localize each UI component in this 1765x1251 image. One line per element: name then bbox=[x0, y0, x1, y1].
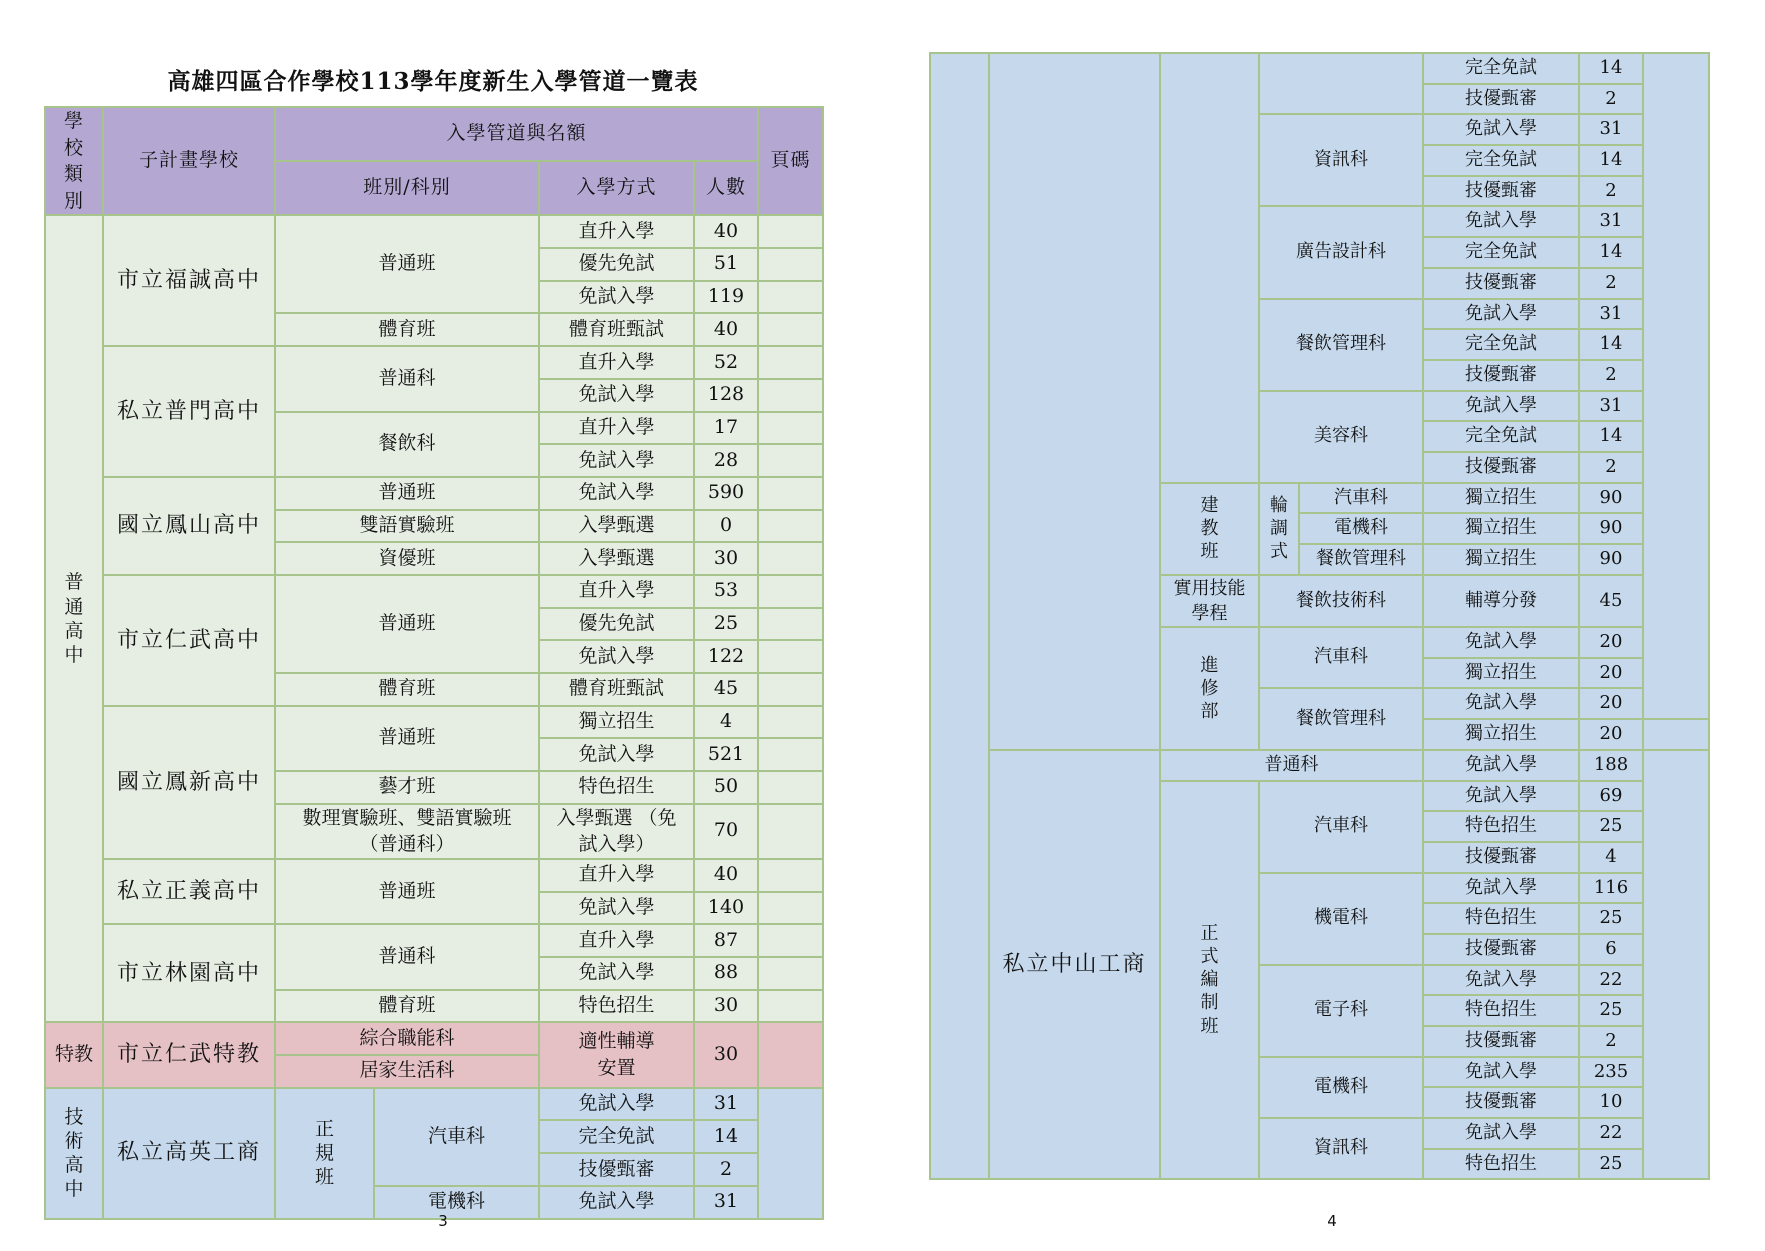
admission-method: 特色招生 bbox=[539, 771, 694, 804]
seat-count: 31 bbox=[1579, 206, 1643, 237]
page-code-cell bbox=[758, 412, 823, 445]
page-code-cell bbox=[758, 477, 823, 510]
class-name: 普通班 bbox=[275, 477, 539, 510]
admission-method: 直升入學 bbox=[539, 575, 694, 608]
school-name: 市立福誠高中 bbox=[103, 215, 275, 346]
class-name: 數理實驗班、雙語實驗班 （普通科） bbox=[275, 804, 539, 859]
rotation-label: 輪調式 bbox=[1259, 483, 1299, 575]
page-code-cell bbox=[758, 542, 823, 575]
admission-method: 技優甄審 bbox=[1423, 842, 1579, 873]
seat-count: 140 bbox=[694, 892, 758, 925]
admission-method: 免試入學 bbox=[539, 957, 694, 990]
admission-method: 免試入學 bbox=[1423, 781, 1579, 812]
category-technical: 技術高中 bbox=[45, 1088, 103, 1219]
seat-count: 14 bbox=[1579, 329, 1643, 360]
admission-method: 特色招生 bbox=[1423, 995, 1579, 1026]
admission-method: 免試入學 bbox=[1423, 688, 1579, 719]
class-group: 實用技能學程 bbox=[1160, 575, 1259, 627]
admission-method: 免試入學 bbox=[539, 1088, 694, 1121]
seat-count: 521 bbox=[694, 738, 758, 771]
seat-count: 30 bbox=[694, 1022, 758, 1087]
seat-count: 590 bbox=[694, 477, 758, 510]
dept-name: 資訊科 bbox=[1259, 1118, 1423, 1179]
admissions-table-page-3 bbox=[44, 106, 824, 1220]
class-name: 餐飲科 bbox=[275, 412, 539, 477]
admission-method: 獨立招生 bbox=[1423, 658, 1579, 689]
seat-count: 22 bbox=[1579, 1118, 1643, 1149]
dept-name: 電機科 bbox=[1259, 1057, 1423, 1118]
admission-method: 免試入學 bbox=[1423, 1057, 1579, 1088]
page-code-cell bbox=[758, 673, 823, 706]
admission-method: 入學甄選 （免試入學） bbox=[539, 804, 694, 859]
seat-count: 45 bbox=[694, 673, 758, 706]
dept-name bbox=[1259, 53, 1423, 114]
admission-method: 直升入學 bbox=[539, 215, 694, 248]
page-code-cell bbox=[758, 346, 823, 379]
admission-method: 完全免試 bbox=[539, 1120, 694, 1153]
admission-method: 體育班甄試 bbox=[539, 313, 694, 346]
dept-name: 汽車科 bbox=[1259, 627, 1423, 688]
seat-count: 14 bbox=[1579, 145, 1643, 176]
admission-method: 直升入學 bbox=[539, 412, 694, 445]
dept-name: 汽車科 bbox=[1259, 781, 1423, 873]
seat-count: 25 bbox=[1579, 811, 1643, 842]
class-name: 藝才班 bbox=[275, 771, 539, 804]
page-code-cell bbox=[758, 957, 823, 990]
page-code-cell bbox=[1643, 53, 1709, 719]
seat-count: 52 bbox=[694, 346, 758, 379]
seat-count: 45 bbox=[1579, 575, 1643, 627]
document-title: 高雄四區合作學校113學年度新生入學管道一覽表 bbox=[167, 68, 699, 95]
class-name: 普通科 bbox=[275, 924, 539, 989]
admission-method: 獨立招生 bbox=[1423, 544, 1579, 575]
page-number: 4 bbox=[1327, 1212, 1337, 1230]
seat-count: 2 bbox=[1579, 452, 1643, 483]
class-name: 雙語實驗班 bbox=[275, 510, 539, 543]
seat-count: 2 bbox=[1579, 176, 1643, 207]
admission-method: 直升入學 bbox=[539, 859, 694, 892]
page-code-cell bbox=[758, 706, 823, 739]
seat-count: 51 bbox=[694, 248, 758, 281]
school-name: 市立仁武高中 bbox=[103, 575, 275, 706]
admission-method: 免試入學 bbox=[1423, 1118, 1579, 1149]
class-name: 普通班 bbox=[275, 575, 539, 673]
dept-name: 餐飲管理科 bbox=[1259, 299, 1423, 391]
admissions-table-page-4 bbox=[929, 52, 1710, 1180]
page-code-cell bbox=[758, 215, 823, 248]
school-name: 市立林園高中 bbox=[103, 924, 275, 1022]
seat-count: 122 bbox=[694, 640, 758, 673]
seat-count: 188 bbox=[1579, 750, 1643, 781]
category-cell bbox=[930, 53, 989, 1179]
seat-count: 28 bbox=[694, 444, 758, 477]
dept-name: 餐飲管理科 bbox=[1259, 688, 1423, 749]
seat-count: 20 bbox=[1579, 658, 1643, 689]
admission-method: 免試入學 bbox=[539, 281, 694, 314]
page-code-cell bbox=[758, 379, 823, 412]
seat-count: 235 bbox=[1579, 1057, 1643, 1088]
seat-count: 14 bbox=[694, 1120, 758, 1153]
admission-method: 完全免試 bbox=[1423, 53, 1579, 84]
page-3 bbox=[0, 0, 880, 1251]
page-code-cell bbox=[758, 640, 823, 673]
admission-method: 免試入學 bbox=[539, 1186, 694, 1219]
admission-method: 優先免試 bbox=[539, 248, 694, 281]
seat-count: 90 bbox=[1579, 483, 1643, 514]
admission-method: 技優甄審 bbox=[1423, 268, 1579, 299]
admission-method: 特色招生 bbox=[1423, 903, 1579, 934]
admission-method: 免試入學 bbox=[1423, 750, 1579, 781]
class-name: 綜合職能科 bbox=[275, 1022, 539, 1055]
seat-count: 116 bbox=[1579, 873, 1643, 904]
seat-count: 4 bbox=[694, 706, 758, 739]
school-name: 市立仁武特教 bbox=[103, 1022, 275, 1087]
admission-method: 免試入學 bbox=[1423, 627, 1579, 658]
category-special: 特教 bbox=[45, 1022, 103, 1087]
class-name: 體育班 bbox=[275, 313, 539, 346]
seat-count: 14 bbox=[1579, 237, 1643, 268]
seat-count: 40 bbox=[694, 859, 758, 892]
page-code-cell bbox=[758, 510, 823, 543]
seat-count: 50 bbox=[694, 771, 758, 804]
admission-method: 技優甄審 bbox=[539, 1153, 694, 1186]
seat-count: 30 bbox=[694, 990, 758, 1023]
seat-count: 2 bbox=[1579, 1026, 1643, 1057]
header-sub-school: 子計畫學校 bbox=[103, 107, 275, 215]
seat-count: 25 bbox=[1579, 903, 1643, 934]
dept-name: 餐飲管理科 bbox=[1299, 544, 1423, 575]
seat-count: 69 bbox=[1579, 781, 1643, 812]
dept-name: 電機科 bbox=[374, 1186, 539, 1219]
page-code-cell bbox=[758, 248, 823, 281]
dept-name: 電機科 bbox=[1299, 513, 1423, 544]
dept-name: 汽車科 bbox=[374, 1088, 539, 1186]
admission-method: 獨立招生 bbox=[1423, 483, 1579, 514]
admission-method: 免試入學 bbox=[1423, 206, 1579, 237]
admission-method: 免試入學 bbox=[539, 444, 694, 477]
admission-method: 入學甄選 bbox=[539, 510, 694, 543]
page-code-cell bbox=[758, 804, 823, 859]
class-name: 居家生活科 bbox=[275, 1055, 539, 1088]
seat-count: 25 bbox=[694, 608, 758, 641]
admission-method: 入學甄選 bbox=[539, 542, 694, 575]
seat-count: 128 bbox=[694, 379, 758, 412]
seat-count: 2 bbox=[694, 1153, 758, 1186]
header-class-dept: 班別/科別 bbox=[275, 161, 539, 215]
admission-method: 獨立招生 bbox=[1423, 719, 1579, 750]
admission-method: 免試入學 bbox=[1423, 873, 1579, 904]
admission-method: 技優甄審 bbox=[1423, 934, 1579, 965]
seat-count: 31 bbox=[694, 1186, 758, 1219]
seat-count: 90 bbox=[1579, 513, 1643, 544]
class-name: 體育班 bbox=[275, 673, 539, 706]
dept-name: 廣告設計科 bbox=[1259, 206, 1423, 298]
page-code-cell bbox=[758, 771, 823, 804]
class-group: 正式編制班 bbox=[1160, 781, 1259, 1180]
admission-method: 技優甄審 bbox=[1423, 176, 1579, 207]
school-name: 私立普門高中 bbox=[103, 346, 275, 477]
admission-method: 輔導分發 bbox=[1423, 575, 1579, 627]
admission-method: 技優甄審 bbox=[1423, 1026, 1579, 1057]
seat-count: 6 bbox=[1579, 934, 1643, 965]
admission-method: 技優甄審 bbox=[1423, 84, 1579, 115]
class-name: 普通班 bbox=[275, 706, 539, 771]
admission-method: 免試入學 bbox=[1423, 391, 1579, 422]
page-code-cell bbox=[758, 608, 823, 641]
admission-method: 獨立招生 bbox=[1423, 513, 1579, 544]
dept-name: 機電科 bbox=[1259, 873, 1423, 965]
class-name: 普通班 bbox=[275, 215, 539, 313]
admission-method: 優先免試 bbox=[539, 608, 694, 641]
class-group bbox=[1160, 53, 1259, 483]
class-group: 建教班 bbox=[1160, 483, 1259, 575]
admission-method: 獨立招生 bbox=[539, 706, 694, 739]
school-name: 國立鳳新高中 bbox=[103, 706, 275, 859]
admission-method: 免試入學 bbox=[539, 477, 694, 510]
seat-count: 40 bbox=[694, 313, 758, 346]
dept-name: 普通科 bbox=[1160, 750, 1423, 781]
page-code-cell bbox=[758, 313, 823, 346]
school-name: 私立高英工商 bbox=[103, 1088, 275, 1219]
seat-count: 31 bbox=[694, 1088, 758, 1121]
header-school-type: 學校類別 bbox=[45, 107, 103, 215]
seat-count: 14 bbox=[1579, 53, 1643, 84]
admission-method: 體育班甄試 bbox=[539, 673, 694, 706]
seat-count: 31 bbox=[1579, 299, 1643, 330]
seat-count: 2 bbox=[1579, 268, 1643, 299]
seat-count: 70 bbox=[694, 804, 758, 859]
header-page-code: 頁碼 bbox=[758, 107, 823, 215]
admission-method: 完全免試 bbox=[1423, 329, 1579, 360]
seat-count: 40 bbox=[694, 215, 758, 248]
admission-method: 直升入學 bbox=[539, 346, 694, 379]
seat-count: 20 bbox=[1579, 627, 1643, 658]
school-name: 私立正義高中 bbox=[103, 859, 275, 924]
seat-count: 4 bbox=[1579, 842, 1643, 873]
admission-method: 免試入學 bbox=[539, 379, 694, 412]
header-method: 入學方式 bbox=[539, 161, 694, 215]
dept-name: 餐飲技術科 bbox=[1259, 575, 1423, 627]
seat-count: 20 bbox=[1579, 688, 1643, 719]
seat-count: 25 bbox=[1579, 995, 1643, 1026]
admission-method: 免試入學 bbox=[539, 892, 694, 925]
seat-count: 14 bbox=[1579, 421, 1643, 452]
seat-count: 25 bbox=[1579, 1149, 1643, 1180]
page-code-cell bbox=[758, 281, 823, 314]
seat-count: 2 bbox=[1579, 84, 1643, 115]
seat-count: 88 bbox=[694, 957, 758, 990]
admission-method: 直升入學 bbox=[539, 924, 694, 957]
page-code-cell bbox=[758, 444, 823, 477]
admission-method: 技優甄審 bbox=[1423, 360, 1579, 391]
admission-method: 免試入學 bbox=[539, 640, 694, 673]
page-code-cell bbox=[758, 575, 823, 608]
page-code-cell bbox=[1643, 750, 1709, 1180]
admission-method: 免試入學 bbox=[1423, 114, 1579, 145]
seat-count: 17 bbox=[694, 412, 758, 445]
page-code-cell bbox=[758, 892, 823, 925]
school-name-cell bbox=[989, 53, 1160, 750]
dept-name: 汽車科 bbox=[1299, 483, 1423, 514]
seat-count: 0 bbox=[694, 510, 758, 543]
admission-method: 適性輔導 安置 bbox=[539, 1022, 694, 1087]
seat-count: 2 bbox=[1579, 360, 1643, 391]
admission-method: 特色招生 bbox=[1423, 1149, 1579, 1180]
class-name: 體育班 bbox=[275, 990, 539, 1023]
page-number: 3 bbox=[438, 1212, 448, 1230]
seat-count: 31 bbox=[1579, 391, 1643, 422]
admission-method: 免試入學 bbox=[1423, 965, 1579, 996]
page-code-cell bbox=[758, 1088, 823, 1219]
admission-method: 完全免試 bbox=[1423, 421, 1579, 452]
page-code-cell bbox=[758, 990, 823, 1023]
category-general: 普通高中 bbox=[45, 215, 103, 1022]
admission-method: 技優甄審 bbox=[1423, 1087, 1579, 1118]
class-group: 進修部 bbox=[1160, 627, 1259, 750]
seat-count: 30 bbox=[694, 542, 758, 575]
seat-count: 90 bbox=[1579, 544, 1643, 575]
admission-method: 特色招生 bbox=[539, 990, 694, 1023]
dept-name: 電子科 bbox=[1259, 965, 1423, 1057]
admission-method: 技優甄審 bbox=[1423, 452, 1579, 483]
seat-count: 20 bbox=[1579, 719, 1643, 750]
seat-count: 53 bbox=[694, 575, 758, 608]
seat-count: 10 bbox=[1579, 1087, 1643, 1118]
seat-count: 22 bbox=[1579, 965, 1643, 996]
page-code-cell bbox=[758, 1022, 823, 1087]
admission-method: 免試入學 bbox=[1423, 299, 1579, 330]
seat-count: 119 bbox=[694, 281, 758, 314]
admission-method: 完全免試 bbox=[1423, 237, 1579, 268]
dept-name: 美容科 bbox=[1259, 391, 1423, 483]
page-code-cell bbox=[1643, 719, 1709, 750]
page-code-cell bbox=[758, 859, 823, 892]
class-name: 普通班 bbox=[275, 859, 539, 924]
page-code-cell bbox=[758, 738, 823, 771]
admission-method: 完全免試 bbox=[1423, 145, 1579, 176]
admission-method: 免試入學 bbox=[539, 738, 694, 771]
header-count: 人數 bbox=[694, 161, 758, 215]
class-group: 正規班 bbox=[275, 1088, 374, 1219]
header-channels: 入學管道與名額 bbox=[275, 107, 758, 161]
class-name: 普通科 bbox=[275, 346, 539, 411]
page-4 bbox=[880, 0, 1765, 1251]
seat-count: 87 bbox=[694, 924, 758, 957]
page-code-cell bbox=[758, 924, 823, 957]
dept-name: 資訊科 bbox=[1259, 114, 1423, 206]
school-name: 私立中山工商 bbox=[989, 750, 1160, 1180]
class-name: 資優班 bbox=[275, 542, 539, 575]
seat-count: 31 bbox=[1579, 114, 1643, 145]
admission-method: 特色招生 bbox=[1423, 811, 1579, 842]
school-name: 國立鳳山高中 bbox=[103, 477, 275, 575]
